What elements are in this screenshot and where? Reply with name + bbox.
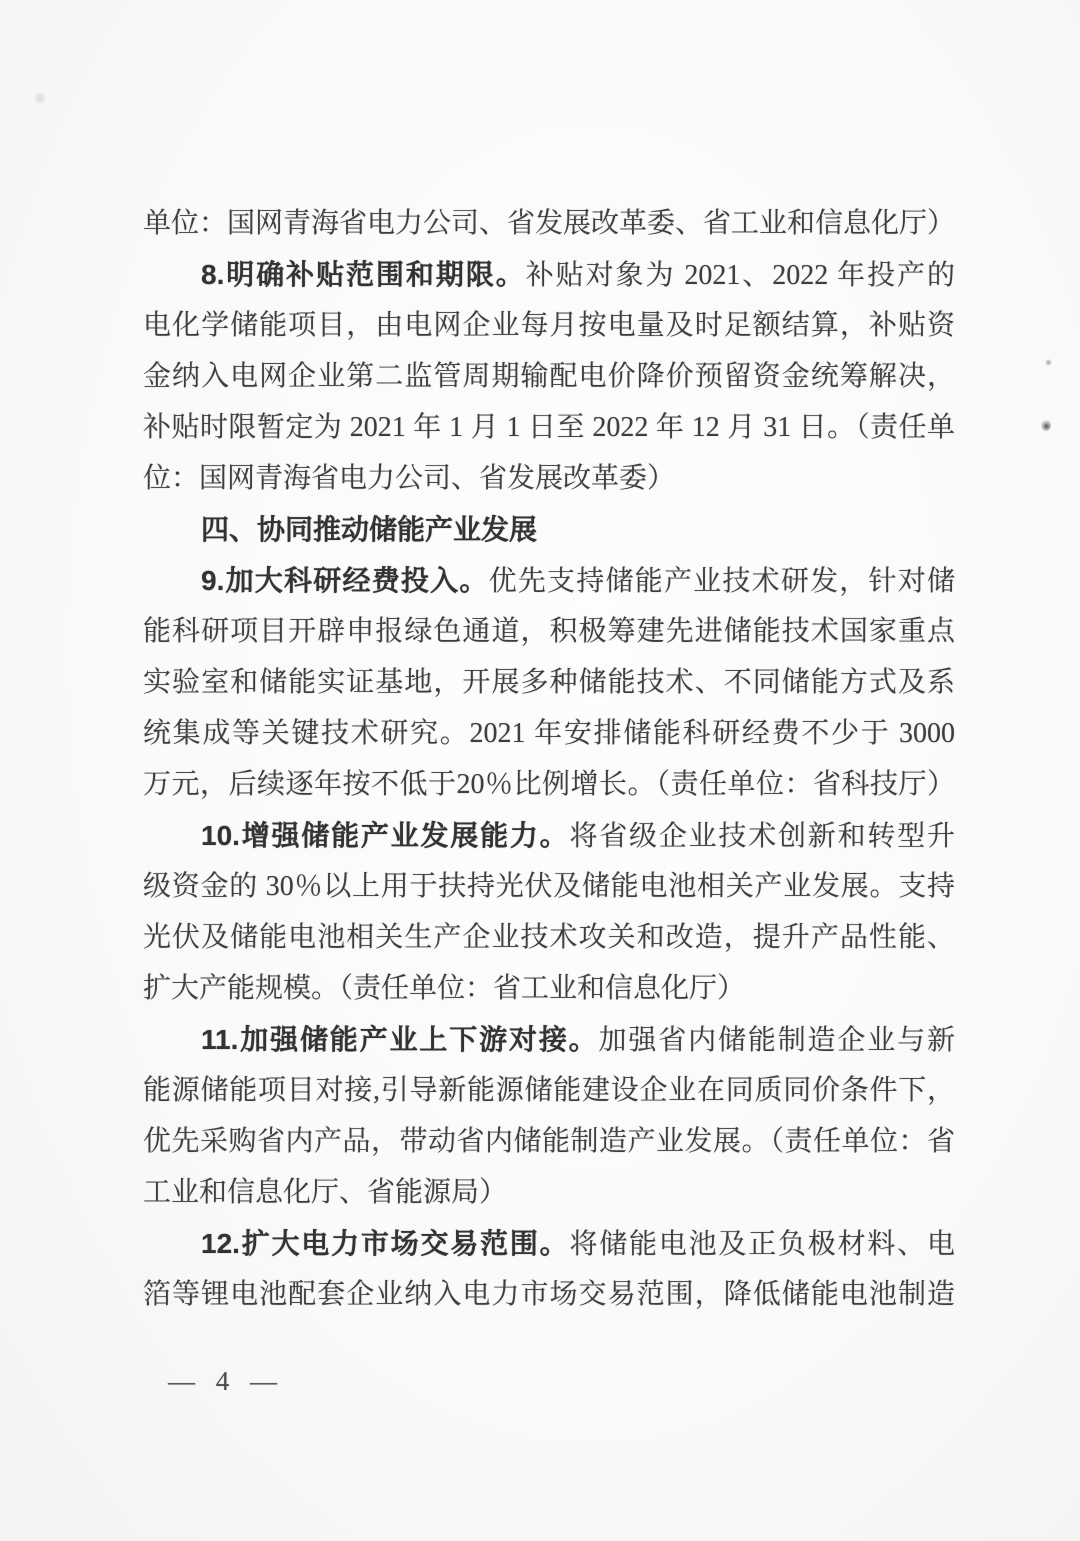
document-line [143,1116,955,1167]
document-line [143,1167,955,1218]
bold-text-run: 12.扩大电力市场交易范围。 [201,1228,570,1259]
text-run: 金纳入电网企业第二监管周期输配电价降价预留资金统筹解决， [143,361,955,392]
text-run: 扩大产能规模。（责任单位：省工业和信息化厅） [143,973,746,1004]
document-line [143,555,955,606]
text-run: 优先采购省内产品，带动省内储能制造产业发展。（责任单位：省 [143,1126,955,1157]
text-run: 万元，后续逐年按不低于20％比例增长。（责任单位：省科技厅） [143,769,955,800]
document-line [143,912,955,963]
bold-text-run: 四、协同推动储能产业发展 [201,514,538,545]
page-number: — 4 — [168,1366,284,1396]
document-body [143,198,955,1320]
document-line [143,708,955,759]
text-run: 加强省内储能制造企业与新 [598,1025,955,1056]
text-run: 能科研项目开辟申报绿色通道，积极筹建先进储能技术国家重点 [143,616,955,647]
document-line [143,1065,955,1116]
document-line [143,453,955,504]
text-run: 能源储能项目对接,引导新能源储能建设企业在同质同价条件下， [143,1075,955,1106]
text-run: 箔等锂电池配套企业纳入电力市场交易范围，降低储能电池制造 [143,1279,955,1310]
text-run: 实验室和储能实证基地，开展多种储能技术、不同储能方式及系 [143,667,955,698]
text-run: 补贴对象为 2021、2022 年投产的 [525,260,955,291]
text-run: 级资金的 30％以上用于扶持光伏及储能电池相关产业发展。支持 [143,871,955,902]
document-line [143,351,955,402]
document-line [143,198,955,249]
text-run: 位：国网青海省电力公司、省发展改革委） [143,463,676,494]
scan-smudge [32,92,48,104]
document-line [143,504,955,555]
bold-text-run: 10.增强储能产业发展能力。 [201,820,570,851]
document-line [143,1218,955,1269]
text-run: 单位：国网青海省电力公司、省发展改革委、省工业和信息化厅） [143,208,955,239]
document-line [143,759,955,810]
document-line [143,810,955,861]
text-run: 统集成等关键技术研究。2021 年安排储能科研经费不少于 3000 [143,718,955,749]
text-run: 电化学储能项目，由电网企业每月按电量及时足额结算，补贴资 [143,310,955,341]
scan-speck [1045,359,1052,366]
document-line [143,963,955,1014]
document-line [143,861,955,912]
bold-text-run: 9.加大科研经费投入。 [201,565,489,596]
document-line [143,657,955,708]
bold-text-run: 8.明确补贴范围和期限。 [201,259,526,290]
document-line [143,606,955,657]
document-line [143,1014,955,1065]
text-run: 工业和信息化厅、省能源局） [143,1177,508,1208]
document-line [143,300,955,351]
scan-speck [1041,419,1051,431]
document-line [143,249,955,300]
text-run: 将省级企业技术创新和转型升 [569,821,955,852]
text-run: 光伏及储能电池相关生产企业技术攻关和改造，提升产品性能、 [143,922,955,953]
text-run: 优先支持储能产业技术研发，针对储 [488,566,955,597]
document-line [143,1269,955,1320]
text-run: 补贴时限暂定为 2021 年 1 月 1 日至 2022 年 12 月 31 日。（责任单 [143,412,955,443]
text-run: 将储能电池及正负极材料、电 [569,1229,955,1260]
document-line [143,402,955,453]
bold-text-run: 11.加强储能产业上下游对接。 [201,1024,599,1055]
